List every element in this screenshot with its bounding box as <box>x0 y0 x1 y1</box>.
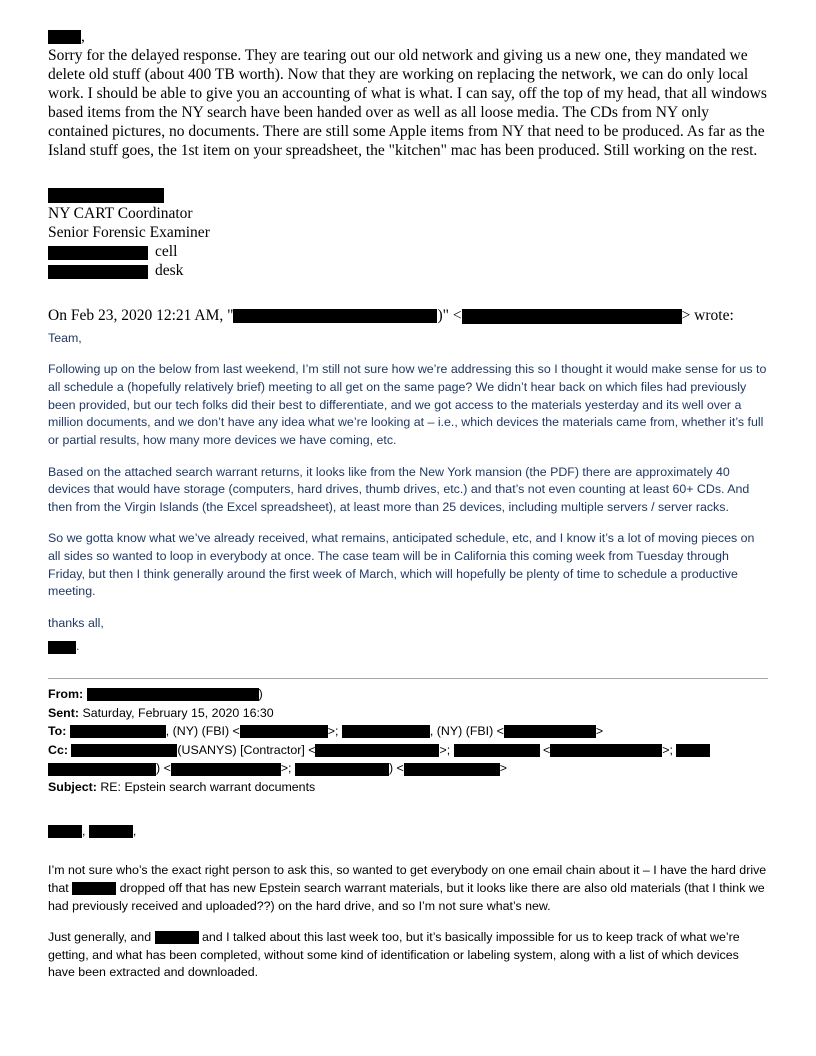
quoted-closing: thanks all, <box>48 615 104 630</box>
sent-label: Sent: <box>48 705 79 720</box>
redaction-block <box>233 309 437 323</box>
top-message <box>48 28 768 326</box>
signature-cell <box>48 243 768 262</box>
redaction-block <box>72 882 116 895</box>
signature-name <box>48 186 768 205</box>
bottom-greeting <box>48 823 768 841</box>
redaction-block <box>155 931 199 944</box>
top-salutation <box>48 28 768 46</box>
header-subject <box>48 778 768 797</box>
redaction-block <box>404 763 500 776</box>
header-divider <box>48 678 768 679</box>
redaction-block <box>342 725 430 738</box>
paragraph-post: and I talked about this last week too, but it’s basically impossible for us to keep track of what we’re getting, and what has been completed, without some kind of identification or labeling system, along with a list of which devices have been extracted and downloaded. <box>48 930 740 980</box>
redaction-block <box>240 725 328 738</box>
redaction-block <box>454 744 540 757</box>
redaction-block <box>550 744 662 757</box>
header-from <box>48 685 768 704</box>
redaction-block <box>48 641 76 654</box>
cc-part-7: ) < <box>388 761 404 776</box>
to-part-3: , (NY) (FBI) < <box>429 724 504 739</box>
redaction-block <box>676 744 710 757</box>
redaction-block <box>462 309 682 324</box>
redaction-block <box>48 265 148 279</box>
subject-value: RE: Epstein search warrant documents <box>100 780 316 795</box>
quoted-greeting: Team, <box>48 330 82 345</box>
to-part-4: > <box>595 724 604 739</box>
quoted-message <box>48 330 768 656</box>
redaction-block <box>48 30 81 44</box>
from-label: From: <box>48 687 84 702</box>
redaction-block <box>315 744 439 757</box>
redaction-block <box>48 825 82 838</box>
signature-block <box>48 186 768 281</box>
redaction-block <box>89 825 133 838</box>
on-line-prefix: On Feb 23, 2020 12:21 AM, " <box>48 306 234 324</box>
redaction-block <box>48 246 148 260</box>
top-message-body: Sorry for the delayed response. They are tearing out our old network and giving us a new one, they mandated we delete old stuff (about 400 TB worth). Now that they are working on replacing the network, we can do only local work. I should be able to give you an accounting of what is what. I can say, off the top of my head, that all windows based items from the NY search have been handed over as well as all loose media. The CDs from NY only contained pictures, no documents. There are still some Apple items from NY that need to be produced. As far as the Island stuff goes, the 1st item on your spreadsheet, the "kitchen" mac has been produced. Still working on the rest. <box>48 47 767 159</box>
closing-punct: . <box>76 639 80 654</box>
cc-part-8: > <box>499 761 507 776</box>
desk-label: desk <box>155 262 184 280</box>
redaction-block <box>295 763 389 776</box>
email-header <box>48 685 768 797</box>
signature-title-2: Senior Forensic Examiner <box>48 224 210 242</box>
cc-part-3: < <box>539 742 551 757</box>
redaction-block <box>171 763 281 776</box>
to-label: To: <box>48 724 67 739</box>
redaction-block <box>70 725 166 738</box>
cc-label: Cc: <box>48 742 68 757</box>
redaction-block <box>71 744 177 757</box>
quoted-on-line <box>48 307 768 326</box>
quoted-paragraph: Based on the attached search warrant returns, it looks like from the New York mansion (the PDF) there are approximately 40 devices that would have storage (computers, hard drives, thumb drives, etc.) and that’s not even counting at least 60+ CDs. And then from the Virgin Islands (the Excel spreadsheet), at least more than 25 devices, including multiple servers / server racks. <box>48 464 750 514</box>
salutation-punct: , <box>81 28 85 45</box>
bottom-paragraph <box>48 929 768 982</box>
cc-part-1: (USANYS) [Contractor] < <box>177 742 316 757</box>
on-line-mid: )" < <box>437 306 462 324</box>
on-line-suffix: > wrote: <box>681 306 734 324</box>
redaction-block <box>48 763 156 776</box>
paragraph-pre: Just generally, and <box>48 930 155 945</box>
cc-part-2: >; <box>439 742 454 757</box>
cc-part-6: >; <box>280 761 295 776</box>
paragraph-pre: I’m not sure who’s the exact right person to ask this, so wanted to get everybody on one email chain about it – I have the hard drive that <box>48 863 767 895</box>
redaction-block <box>87 688 259 701</box>
to-part-1: , (NY) (FBI) < <box>165 724 240 739</box>
header-to <box>48 722 768 741</box>
cc-part-4: >; <box>662 742 677 757</box>
to-part-2: >; <box>327 724 342 739</box>
sent-value: Saturday, February 15, 2020 16:30 <box>82 705 274 720</box>
bottom-paragraph <box>48 862 768 915</box>
quoted-paragraph: Following up on the below from last weekend, I’m still not sure how we’re addressing this so I thought it would make sense for us to all schedule a (hopefully relatively brief) meeting to all get on the same page? We didn’t hear back on which files had previously been provided, but our tech folks did their best to differentiate, and we got access to the materials yesterday and its well over a million documents, and we don’t have any idea what we’re looking at – i.e., which devices the materials came from, whether it’s full or partial results, how many more devices we have coming, etc. <box>48 362 767 447</box>
redaction-block <box>504 725 596 738</box>
cell-label: cell <box>155 243 178 261</box>
bottom-message <box>48 823 768 982</box>
redaction-block <box>48 188 164 203</box>
from-suffix: ) <box>258 687 263 702</box>
header-sent <box>48 704 768 723</box>
paragraph-post: dropped off that has new Epstein search warrant materials, but it looks like there are also old materials (that I think we had previously received and uploaded??) on the hard drive, and so I’m not sure what’s new. <box>48 880 765 913</box>
greeting-punct: , <box>132 823 137 838</box>
subject-label: Subject: <box>48 780 97 795</box>
greeting-sep: , <box>82 823 89 838</box>
signature-desk <box>48 262 768 281</box>
quoted-paragraph: So we gotta know what we’ve already received, what remains, anticipated schedule, etc, and I know it’s a lot of moving pieces on all sides so wanted to loop in everybody at once. The case team will be in California this coming week from Tuesday through Friday, but then I think generally around the first week of March, which will hopefully be plenty of time to schedule a productive meeting. <box>48 531 755 599</box>
cc-part-5: ) < <box>156 761 171 776</box>
signature-title-1: NY CART Coordinator <box>48 205 193 223</box>
header-cc-line-1 <box>48 741 768 760</box>
quoted-closing-name <box>48 638 768 656</box>
header-cc-line-2 <box>48 759 768 778</box>
